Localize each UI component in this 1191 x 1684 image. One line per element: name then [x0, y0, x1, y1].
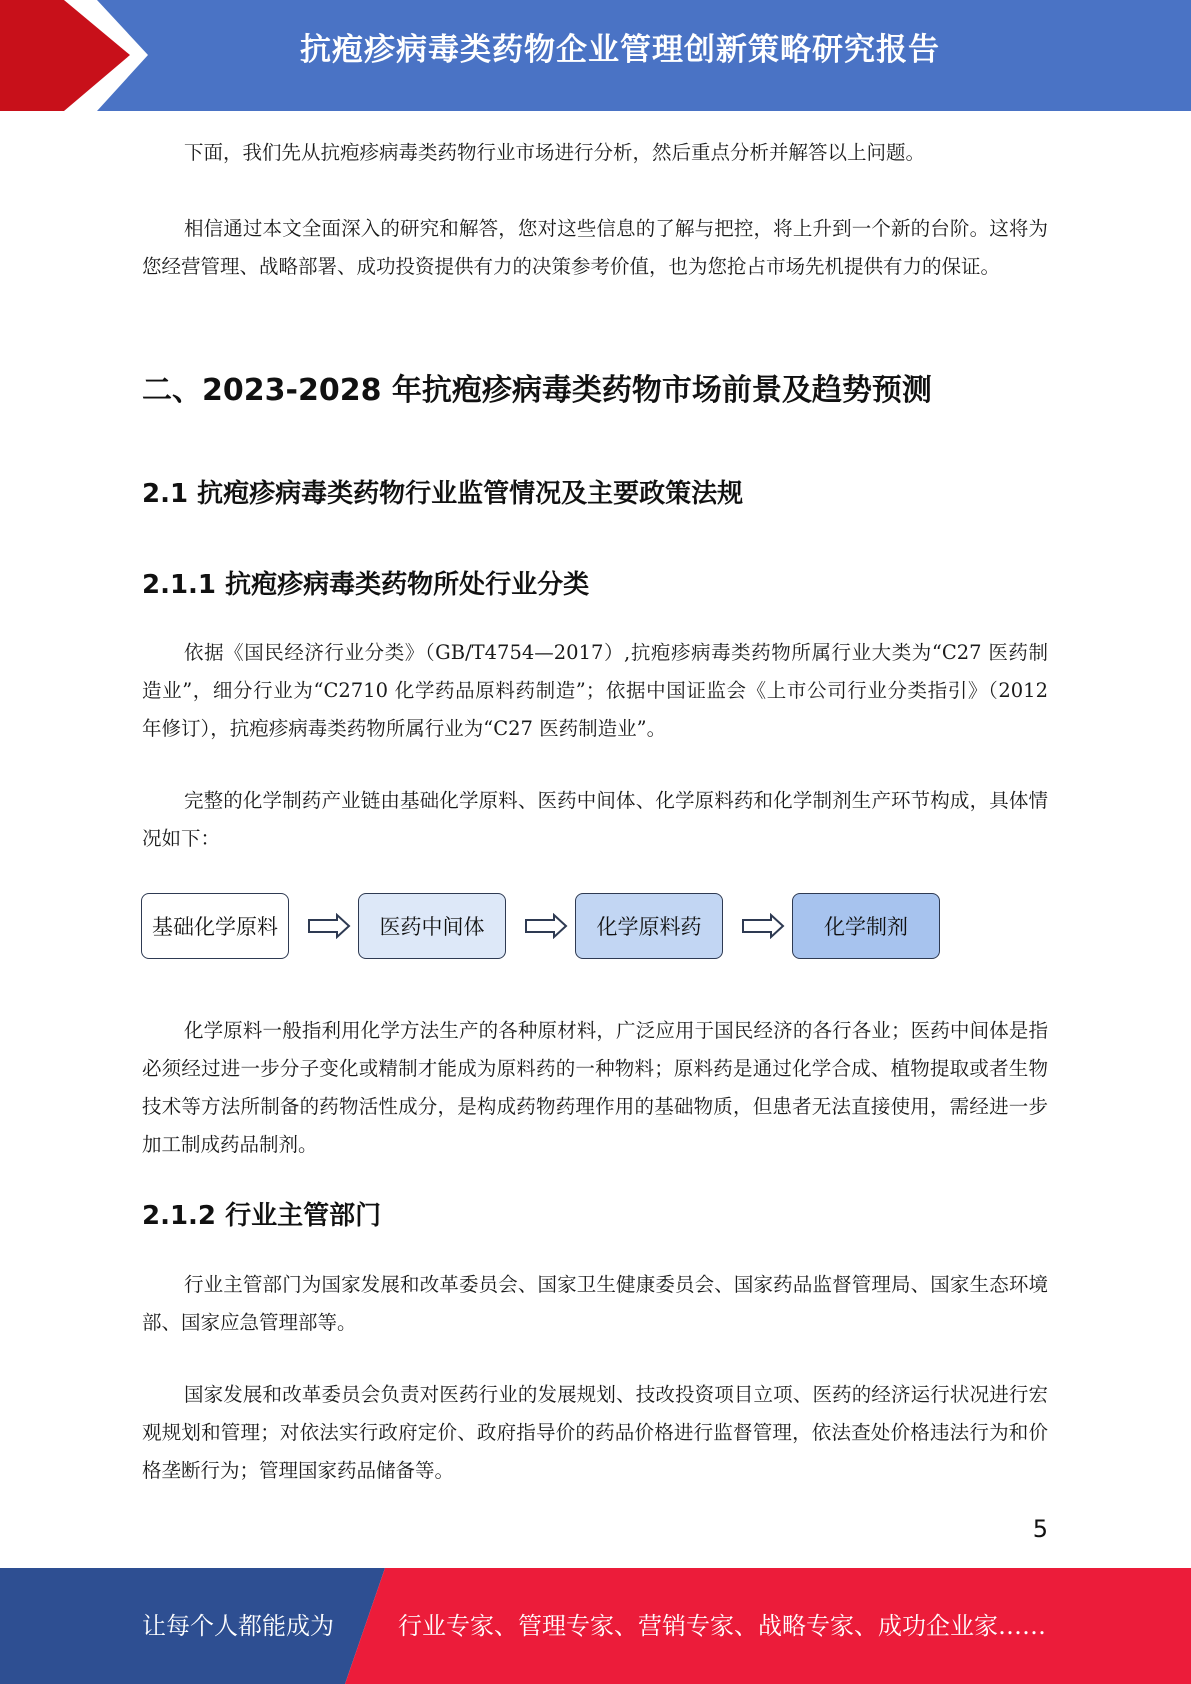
raw-material-paragraph: 化学原料一般指利用化学方法生产的各种原材料，广泛应用于国民经济的各行各业；医药中间体是指必须经过进一步分子变化或精制才能成为原料药的一种物料；原料药是通过化学合成、植物提取或者生物技术等方法所制备的药物活性成分，是构成药物药理作用的基础物质，但患者无法直接使用，需经进一步加工制成药品制剂。	[142, 1019, 1048, 1156]
flow-arrow-icon	[307, 913, 351, 939]
flow-step-intermediates: 医药中间体	[358, 893, 506, 959]
industry-chain-paragraph: 完整的化学制药产业链由基础化学原料、医药中间体、化学原料药和化学制剂生产环节构成，具体情况如下：	[142, 789, 1048, 850]
section-heading: 二、2023-2028 年抗疱疹病毒类药物市场前景及趋势预测	[142, 373, 932, 408]
authorities-paragraph: 行业主管部门为国家发展和改革委员会、国家卫生健康委员会、国家药品监督管理局、国家生态环境部、国家应急管理部等。	[142, 1273, 1048, 1334]
report-title: 抗疱疹病毒类药物企业管理创新策略研究报告	[300, 32, 940, 68]
footer-slogan-left: 让每个人都能成为	[142, 1612, 334, 1640]
flow-step-api: 化学原料药	[575, 893, 723, 959]
industry-chain-flow	[141, 893, 941, 963]
intro-paragraph: 下面，我们先从抗疱疹病毒类药物行业市场进行分析，然后重点分析并解答以上问题。	[184, 141, 926, 164]
flow-arrow-icon	[741, 913, 785, 939]
confidence-paragraph: 相信通过本文全面深入的研究和解答，您对这些信息的了解与把控，将上升到一个新的台阶。这将为您经营管理、战略部署、成功投资提供有力的决策参考价值，也为您抢占市场先机提供有力的保证。	[142, 217, 1048, 278]
subsection-heading-2-1-2: 2.1.2 行业主管部门	[142, 1201, 382, 1231]
flow-step-basic-chemicals: 基础化学原料	[141, 893, 289, 959]
subsection-heading-2-1-1: 2.1.1 抗疱疹病毒类药物所处行业分类	[142, 570, 590, 600]
page-footer	[0, 1568, 1191, 1684]
header-red-chevron	[0, 0, 148, 111]
classification-paragraph: 依据《国民经济行业分类》（GB/T4754—2017）,抗疱疹病毒类药物所属行业大类为“C27 医药制造业”，细分行业为“C2710 化学药品原料药制造”；依据中国证监会《上市公司行业分类指引》（2012 年修订），抗疱疹病毒类药物所属行业为“C27 医药制造业”。	[142, 641, 1048, 740]
page-header	[0, 0, 1191, 111]
flow-arrow-icon	[524, 913, 568, 939]
page-number: 5	[1032, 1515, 1048, 1543]
flow-step-preparations: 化学制剂	[792, 893, 940, 959]
subsection-heading-2-1: 2.1 抗疱疹病毒类药物行业监管情况及主要政策法规	[142, 479, 744, 509]
footer-slogan-right: 行业专家、管理专家、营销专家、战略专家、成功企业家……	[398, 1612, 1046, 1640]
ndrc-paragraph: 国家发展和改革委员会负责对医药行业的发展规划、技改投资项目立项、医药的经济运行状况进行宏观规划和管理；对依法实行政府定价、政府指导价的药品价格进行监督管理，依法查处价格违法行为和价格垄断行为；管理国家药品储备等。	[142, 1383, 1048, 1482]
